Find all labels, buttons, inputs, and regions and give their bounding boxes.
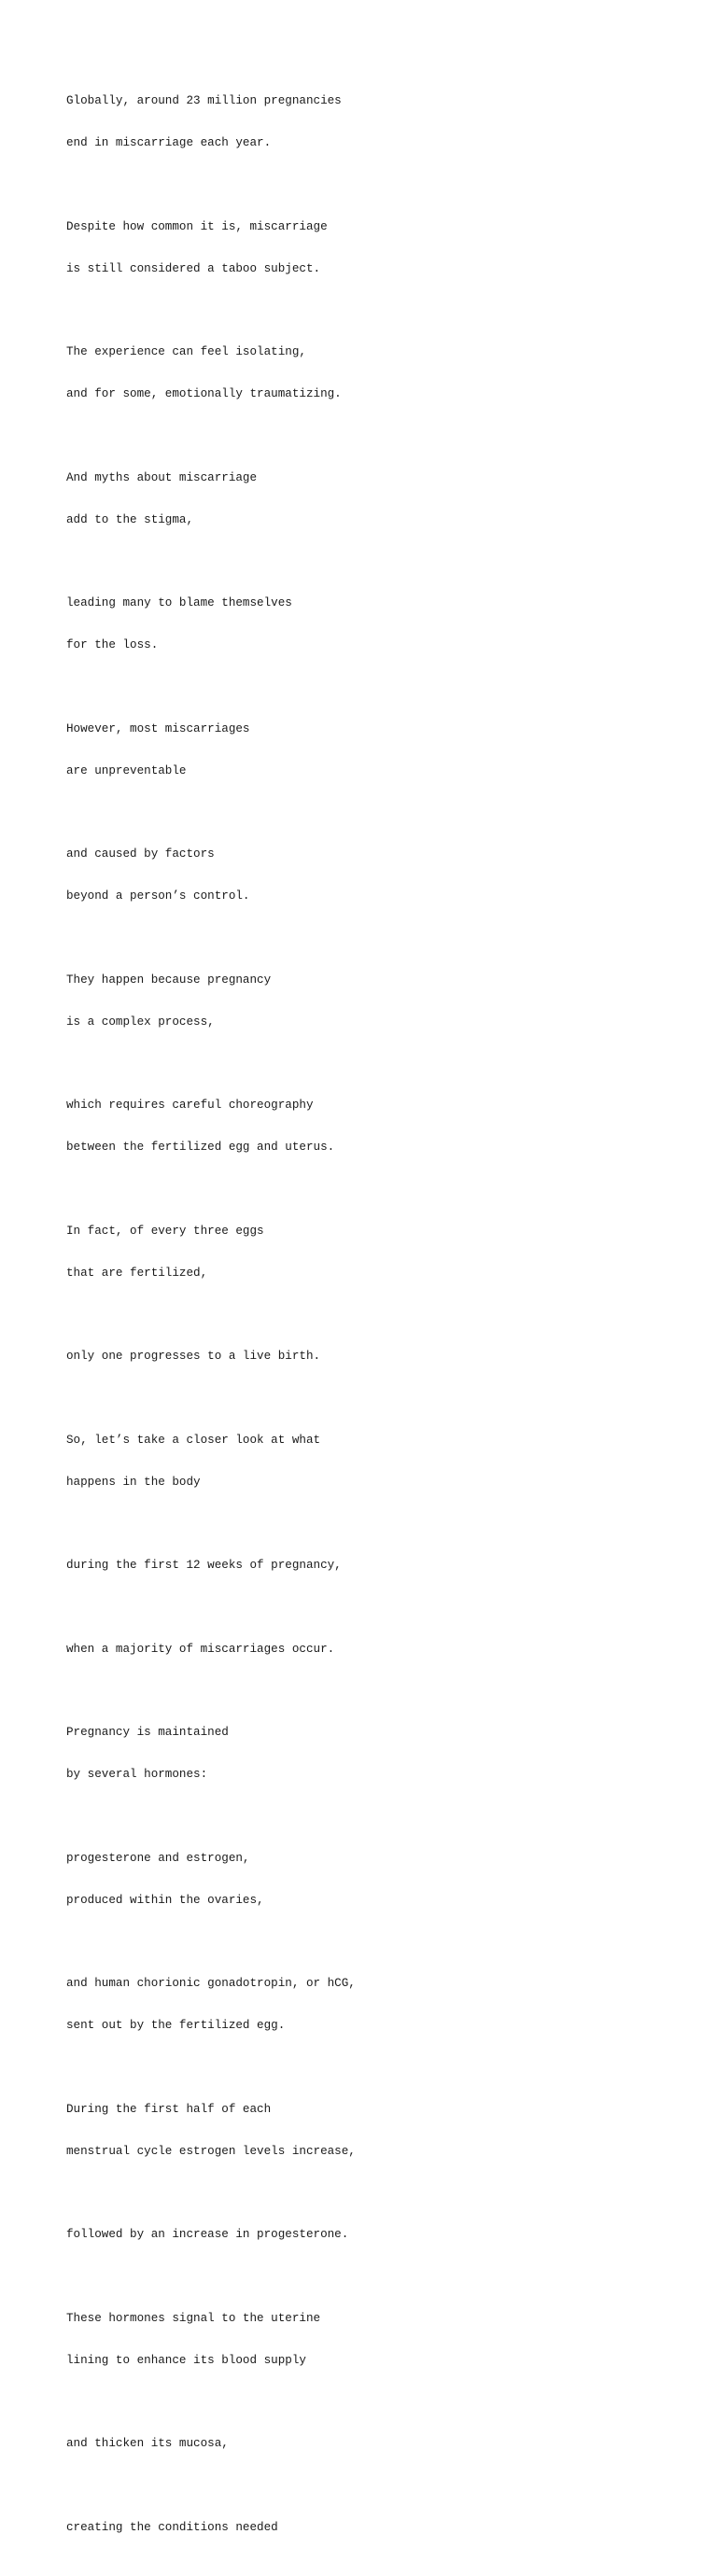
- stanza: [66, 317, 682, 429]
- stanza: [66, 1071, 682, 1183]
- text-line: add to the stigma,: [66, 512, 194, 526]
- text-line: and for some, emotionally traumatizing.: [66, 387, 342, 400]
- text-line: which requires careful choreography: [66, 1099, 314, 1112]
- text-line: during the first 12 weeks of pregnancy,: [66, 1559, 342, 1572]
- text-line: sent out by the fertilized egg.: [66, 2019, 286, 2032]
- text-line: followed by an increase in progesterone.: [66, 2228, 349, 2241]
- stanza: [66, 568, 682, 680]
- text-line: and thicken its mucosa,: [66, 2437, 229, 2450]
- stanza: [66, 1698, 682, 1810]
- text-line: only one progresses to a live birth.: [66, 1350, 321, 1363]
- stanza: [66, 1949, 682, 2061]
- text-line: The experience can feel isolating,: [66, 345, 306, 358]
- text-line: beyond a person’s control.: [66, 889, 250, 903]
- document-page: [66, 66, 682, 2576]
- text-line: During the first half of each: [66, 2102, 272, 2116]
- text-line: for the loss.: [66, 638, 159, 651]
- text-line: However, most miscarriages: [66, 721, 250, 735]
- text-line: In fact, of every three eggs: [66, 1224, 264, 1238]
- stanza: [66, 945, 682, 1057]
- text-line: end in miscarriage each year.: [66, 136, 272, 149]
- text-line: between the fertilized egg and uterus.: [66, 1141, 335, 1154]
- text-line: They happen because pregnancy: [66, 973, 272, 987]
- text-line: lining to enhance its blood supply: [66, 2353, 306, 2367]
- stanza: [66, 66, 682, 178]
- stanza: [66, 2284, 682, 2396]
- text-line: and human chorionic gonadotropin, or hCG,: [66, 1977, 356, 1990]
- stanza: [66, 1824, 682, 1936]
- text-line: Pregnancy is maintained: [66, 1726, 229, 1739]
- text-line: and caused by factors: [66, 847, 215, 861]
- text-line: So, let’s take a closer look at what: [66, 1433, 321, 1447]
- text-line: is still considered a taboo subject.: [66, 261, 321, 275]
- stanza: [66, 2493, 682, 2563]
- stanza: [66, 1322, 682, 1392]
- text-line: Despite how common it is, miscarriage: [66, 219, 328, 233]
- text-line: These hormones signal to the uterine: [66, 2311, 321, 2325]
- text-line: creating the conditions needed: [66, 2520, 278, 2534]
- text-line: when a majority of miscarriages occur.: [66, 1642, 335, 1656]
- stanza: [66, 2075, 682, 2187]
- stanza: [66, 694, 682, 806]
- text-line: And myths about miscarriage: [66, 470, 258, 484]
- text-line: progesterone and estrogen,: [66, 1851, 250, 1865]
- text-line: that are fertilized,: [66, 1266, 208, 1280]
- text-line: menstrual cycle estrogen levels increase,: [66, 2144, 356, 2158]
- text-line: is a complex process,: [66, 1015, 215, 1029]
- stanza: [66, 1531, 682, 1601]
- text-line: leading many to blame themselves: [66, 596, 292, 609]
- stanza: [66, 192, 682, 304]
- stanza: [66, 2200, 682, 2270]
- stanza: [66, 1406, 682, 1518]
- text-line: happens in the body: [66, 1475, 201, 1489]
- stanza: [66, 443, 682, 555]
- stanza: [66, 819, 682, 931]
- stanza: [66, 1615, 682, 1685]
- text-line: by several hormones:: [66, 1768, 208, 1781]
- stanza: [66, 1197, 682, 1309]
- stanza: [66, 2409, 682, 2479]
- text-line: Globally, around 23 million pregnancies: [66, 94, 342, 107]
- text-line: are unpreventable: [66, 763, 187, 777]
- text-line: produced within the ovaries,: [66, 1893, 264, 1907]
